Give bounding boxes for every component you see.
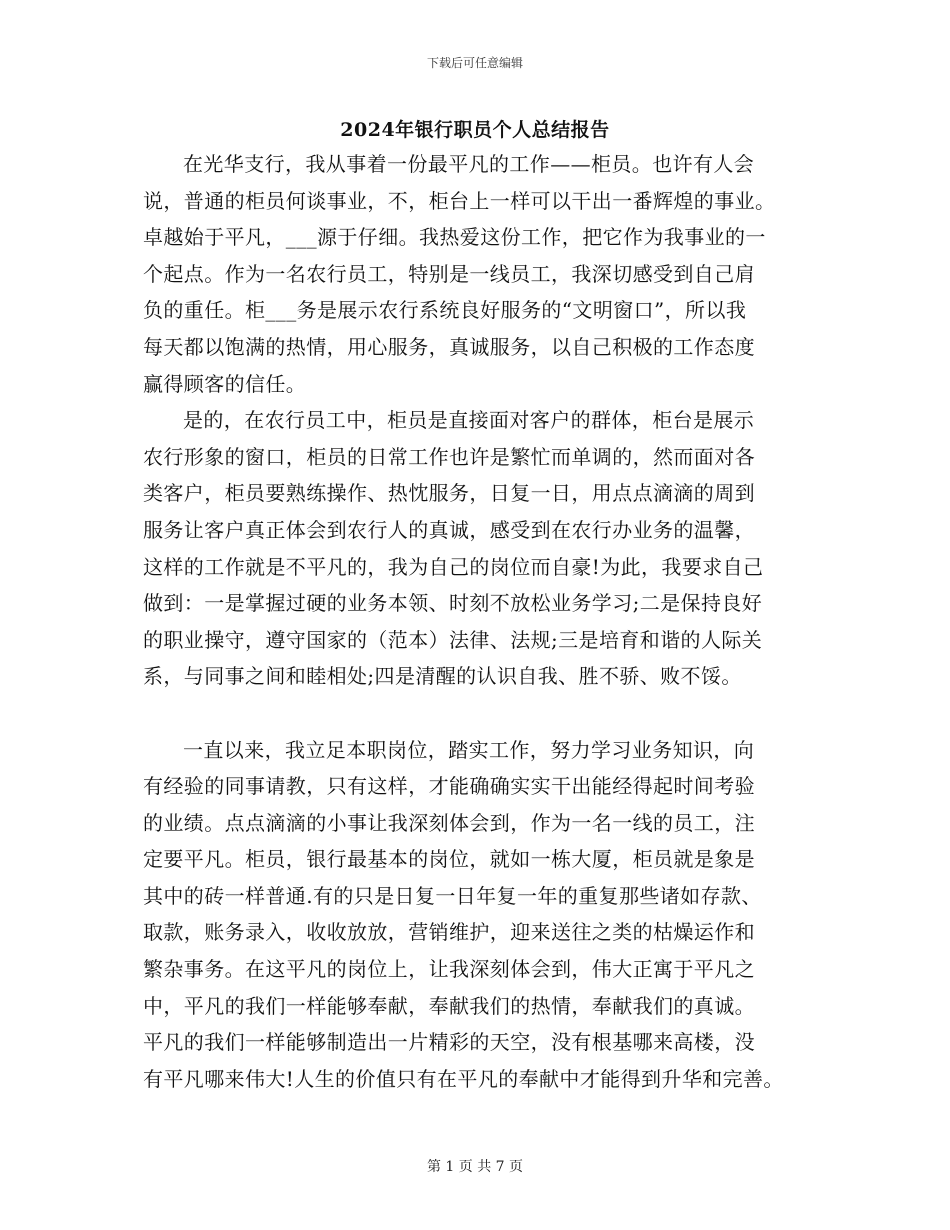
page-header: 下载后可任意编辑 [426, 56, 523, 70]
paragraph-2 [143, 402, 811, 731]
text-line: 平凡的我们一样能够制造出一片精彩的天空，没有根基哪来高楼，没 [143, 1030, 755, 1055]
document-body [143, 146, 811, 1097]
text-line: 农行形象的窗口，柜员的日常工作也许是繁忙而单调的，然而面对各 [143, 444, 755, 469]
text-line: 卓越始于平凡，___源于仔细。我热爱这份工作，把它作为我事业的一 [143, 225, 766, 250]
text-line: 每天都以饱满的热情，用心服务，真诚服务，以自己积极的工作态度 [143, 334, 755, 359]
text-line: 一直以来，我立足本职岗位，踏实工作，努力学习业务知识，向 [183, 737, 755, 762]
text-line: 是的，在农行员工中，柜员是直接面对客户的群体，柜台是展示 [183, 408, 755, 433]
paragraph-3 [143, 732, 811, 1098]
paragraph-1 [143, 146, 811, 402]
text-line: 取款，账务录入，收收放放，营销维护，迎来送往之类的枯燥运作和 [143, 920, 755, 945]
text-line: 有平凡哪来伟大!人生的价值只有在平凡的奉献中才能得到升华和完善。 [143, 1066, 784, 1091]
text-line [143, 695, 811, 732]
text-line: 个起点。作为一名农行员工，特别是一线员工，我深切感受到自己肩 [143, 261, 755, 286]
text-line: 有经验的同事请教，只有这样，才能确确实实干出能经得起时间考验 [143, 774, 755, 799]
text-line: 这样的工作就是不平凡的，我为自己的岗位而自豪!为此，我要求自己 [143, 554, 764, 579]
text-line: 的职业操守，遵守国家的（范本）法律、法规;三是培育和谐的人际关 [143, 627, 763, 652]
text-line: 说，普通的柜员何谈事业，不，柜台上一样可以干出一番辉煌的事业。 [143, 188, 776, 213]
text-line: 中，平凡的我们一样能够奉献，奉献我们的热情，奉献我们的真诚。 [143, 993, 755, 1018]
page-footer: 第 1 页 共 7 页 [426, 1159, 524, 1175]
text-line: 的业绩。点点滴滴的小事让我深刻体会到，作为一名一线的员工，注 [143, 810, 755, 835]
text-line: 赢得顾客的信任。 [143, 371, 307, 396]
text-line: 繁杂事务。在这平凡的岗位上，让我深刻体会到，伟大正寓于平凡之 [143, 957, 755, 982]
text-line: 其中的砖一样普通.有的只是日复一日年复一年的重复那些诸如存款、 [143, 883, 762, 908]
text-line: 做到：一是掌握过硬的业务本领、时刻不放松业务学习;二是保持良好 [143, 591, 763, 616]
text-line: 在光华支行，我从事着一份最平凡的工作——柜员。也许有人会 [183, 152, 755, 176]
text-line: 负的重任。柜___务是展示农行系统良好服务的“文明窗口”，所以我 [143, 298, 747, 323]
text-line: 类客户，柜员要熟练操作、热忱服务，日复一日，用点点滴滴的周到 [143, 481, 755, 506]
text-line: 定要平凡。柜员，银行最基本的岗位，就如一栋大厦，柜员就是象是 [143, 847, 755, 872]
document-title: 2024年银行职员个人总结报告 [340, 119, 610, 141]
text-line: 服务让客户真正体会到农行人的真诚，感受到在农行办业务的温馨， [143, 517, 755, 542]
text-line: 系，与同事之间和睦相处;四是清醒的认识自我、胜不骄、败不馁。 [143, 664, 742, 689]
